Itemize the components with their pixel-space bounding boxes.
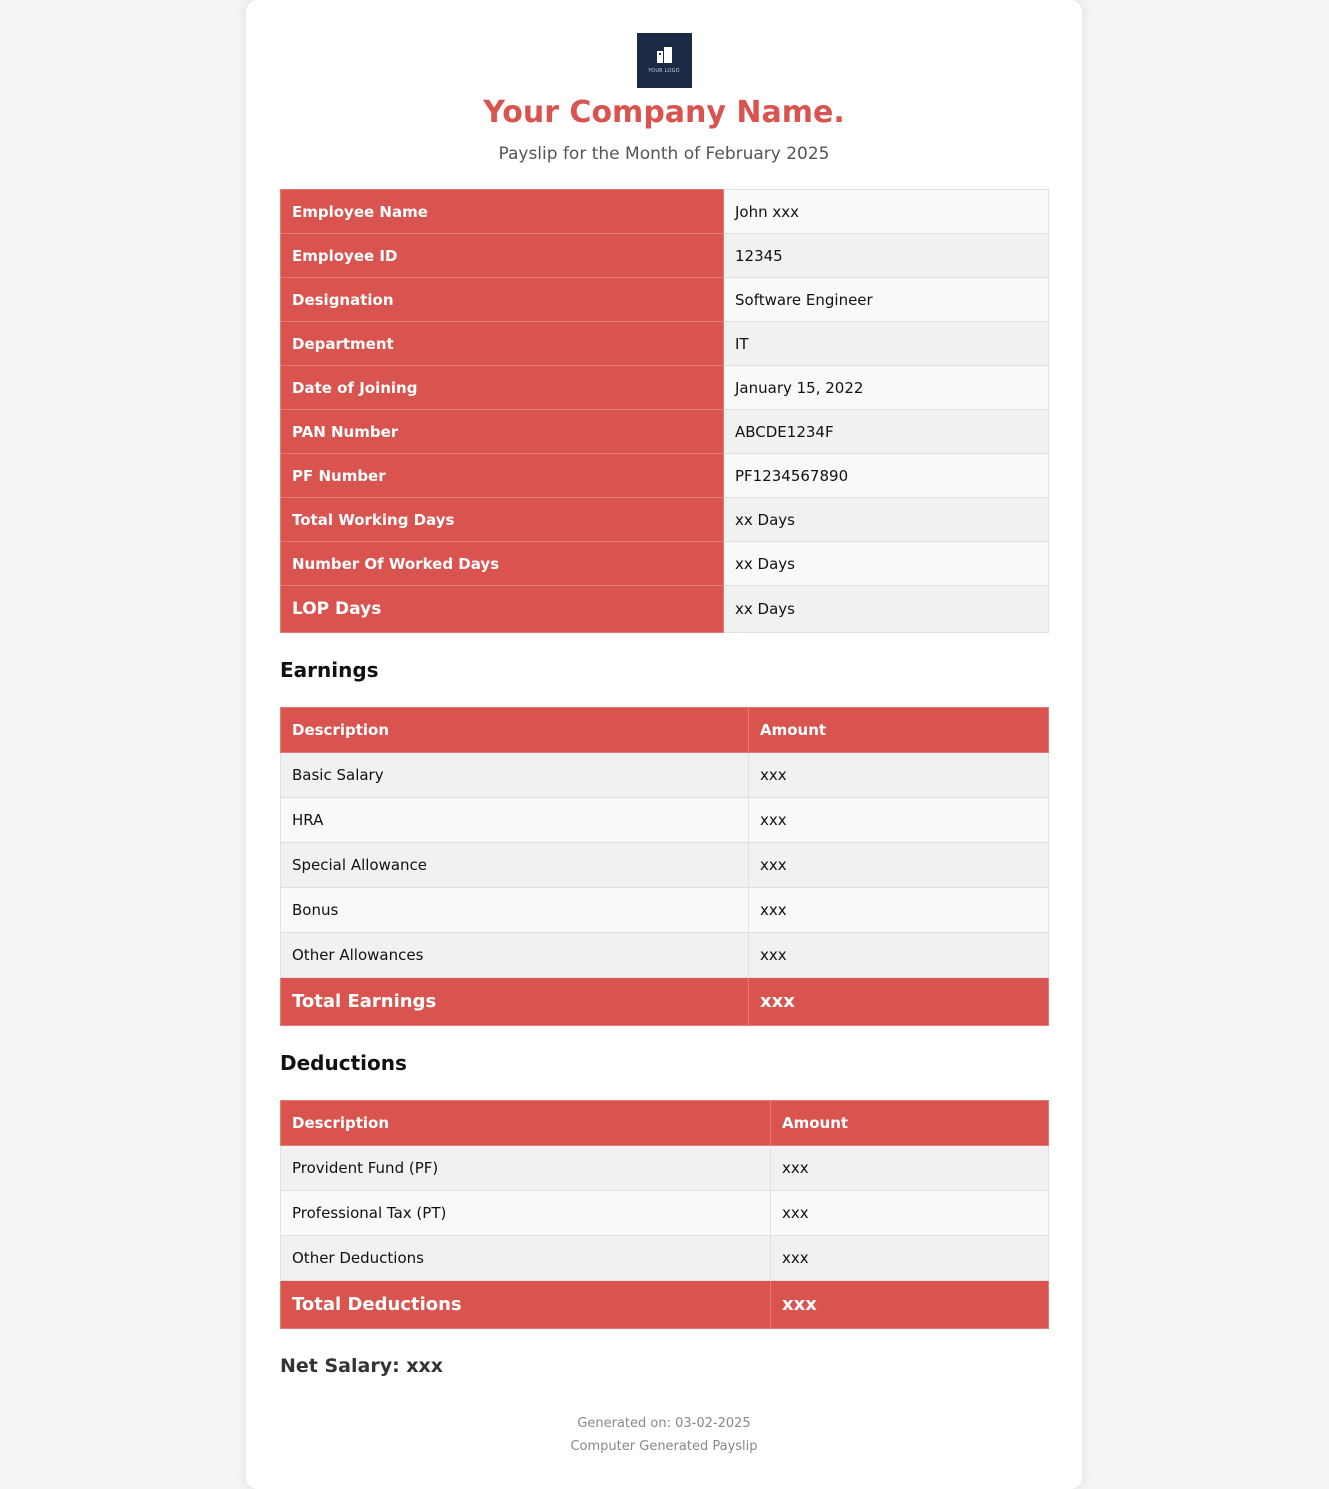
info-label: PAN Number [281,410,724,454]
table-row [281,933,1049,978]
info-label: Number Of Worked Days [281,542,724,586]
earning-description: Other Allowances [281,933,749,978]
earning-description: Basic Salary [281,753,749,798]
info-value: IT [724,322,1049,366]
table-row [281,1236,1049,1281]
deductions-table [280,1100,1049,1329]
generated-on: Generated on: 03-02-2025 [577,1416,751,1431]
earning-description: Special Allowance [281,843,749,888]
deduction-description: Provident Fund (PF) [281,1146,771,1191]
info-label: LOP Days [281,586,724,633]
earning-amount: xxx [749,798,1049,843]
info-row [281,366,1049,410]
info-label: Date of Joining [281,366,724,410]
earning-amount: xxx [749,933,1049,978]
info-row [281,410,1049,454]
table-row [281,843,1049,888]
total-deductions-row [281,1281,1049,1329]
company-logo [637,33,692,88]
table-row [281,753,1049,798]
info-value: January 15, 2022 [724,366,1049,410]
info-value: PF1234567890 [724,454,1049,498]
deduction-amount: xxx [771,1146,1049,1191]
deduction-description: Professional Tax (PT) [281,1191,771,1236]
info-label: Total Working Days [281,498,724,542]
total-deductions-amount: xxx [771,1281,1049,1329]
logo-text: YOUR LOGO [648,68,680,74]
info-value: xx Days [724,498,1049,542]
info-label: PF Number [281,454,724,498]
total-earnings-label: Total Earnings [281,978,749,1026]
total-deductions-label: Total Deductions [281,1281,771,1329]
payslip-card [246,0,1082,1489]
info-row [281,278,1049,322]
info-label: Employee Name [281,190,724,234]
total-earnings-amount: xxx [749,978,1049,1026]
table-header-row [281,1101,1049,1146]
table-row [281,798,1049,843]
info-value: Software Engineer [724,278,1049,322]
table-row [281,888,1049,933]
column-header-amount: Amount [771,1101,1049,1146]
earnings-heading: Earnings [280,658,379,682]
building-icon [654,45,676,67]
info-value: xx Days [724,542,1049,586]
info-row [281,454,1049,498]
column-header-description: Description [281,708,749,753]
info-row [281,234,1049,278]
earning-description: Bonus [281,888,749,933]
deduction-amount: xxx [771,1191,1049,1236]
info-value: ABCDE1234F [724,410,1049,454]
info-row [281,586,1049,633]
column-header-amount: Amount [749,708,1049,753]
table-row [281,1191,1049,1236]
earnings-table [280,707,1049,1026]
employee-info-table [280,189,1049,633]
footer-note: Computer Generated Payslip [570,1439,758,1454]
footer [280,1412,1048,1458]
earning-amount: xxx [749,888,1049,933]
info-value: xx Days [724,586,1049,633]
earning-amount: xxx [749,843,1049,888]
info-row [281,322,1049,366]
info-row [281,190,1049,234]
table-header-row [281,708,1049,753]
earning-description: HRA [281,798,749,843]
info-value: 12345 [724,234,1049,278]
net-salary: Net Salary: xxx [280,1355,444,1377]
table-row [281,1146,1049,1191]
info-row [281,498,1049,542]
deduction-description: Other Deductions [281,1236,771,1281]
info-label: Designation [281,278,724,322]
info-value: John xxx [724,190,1049,234]
deduction-amount: xxx [771,1236,1049,1281]
deductions-heading: Deductions [280,1051,407,1075]
column-header-description: Description [281,1101,771,1146]
earning-amount: xxx [749,753,1049,798]
payslip-subtitle: Payslip for the Month of February 2025 [498,144,830,164]
company-name: Your Company Name. [483,95,845,130]
info-label: Employee ID [281,234,724,278]
info-row [281,542,1049,586]
info-label: Department [281,322,724,366]
total-earnings-row [281,978,1049,1026]
